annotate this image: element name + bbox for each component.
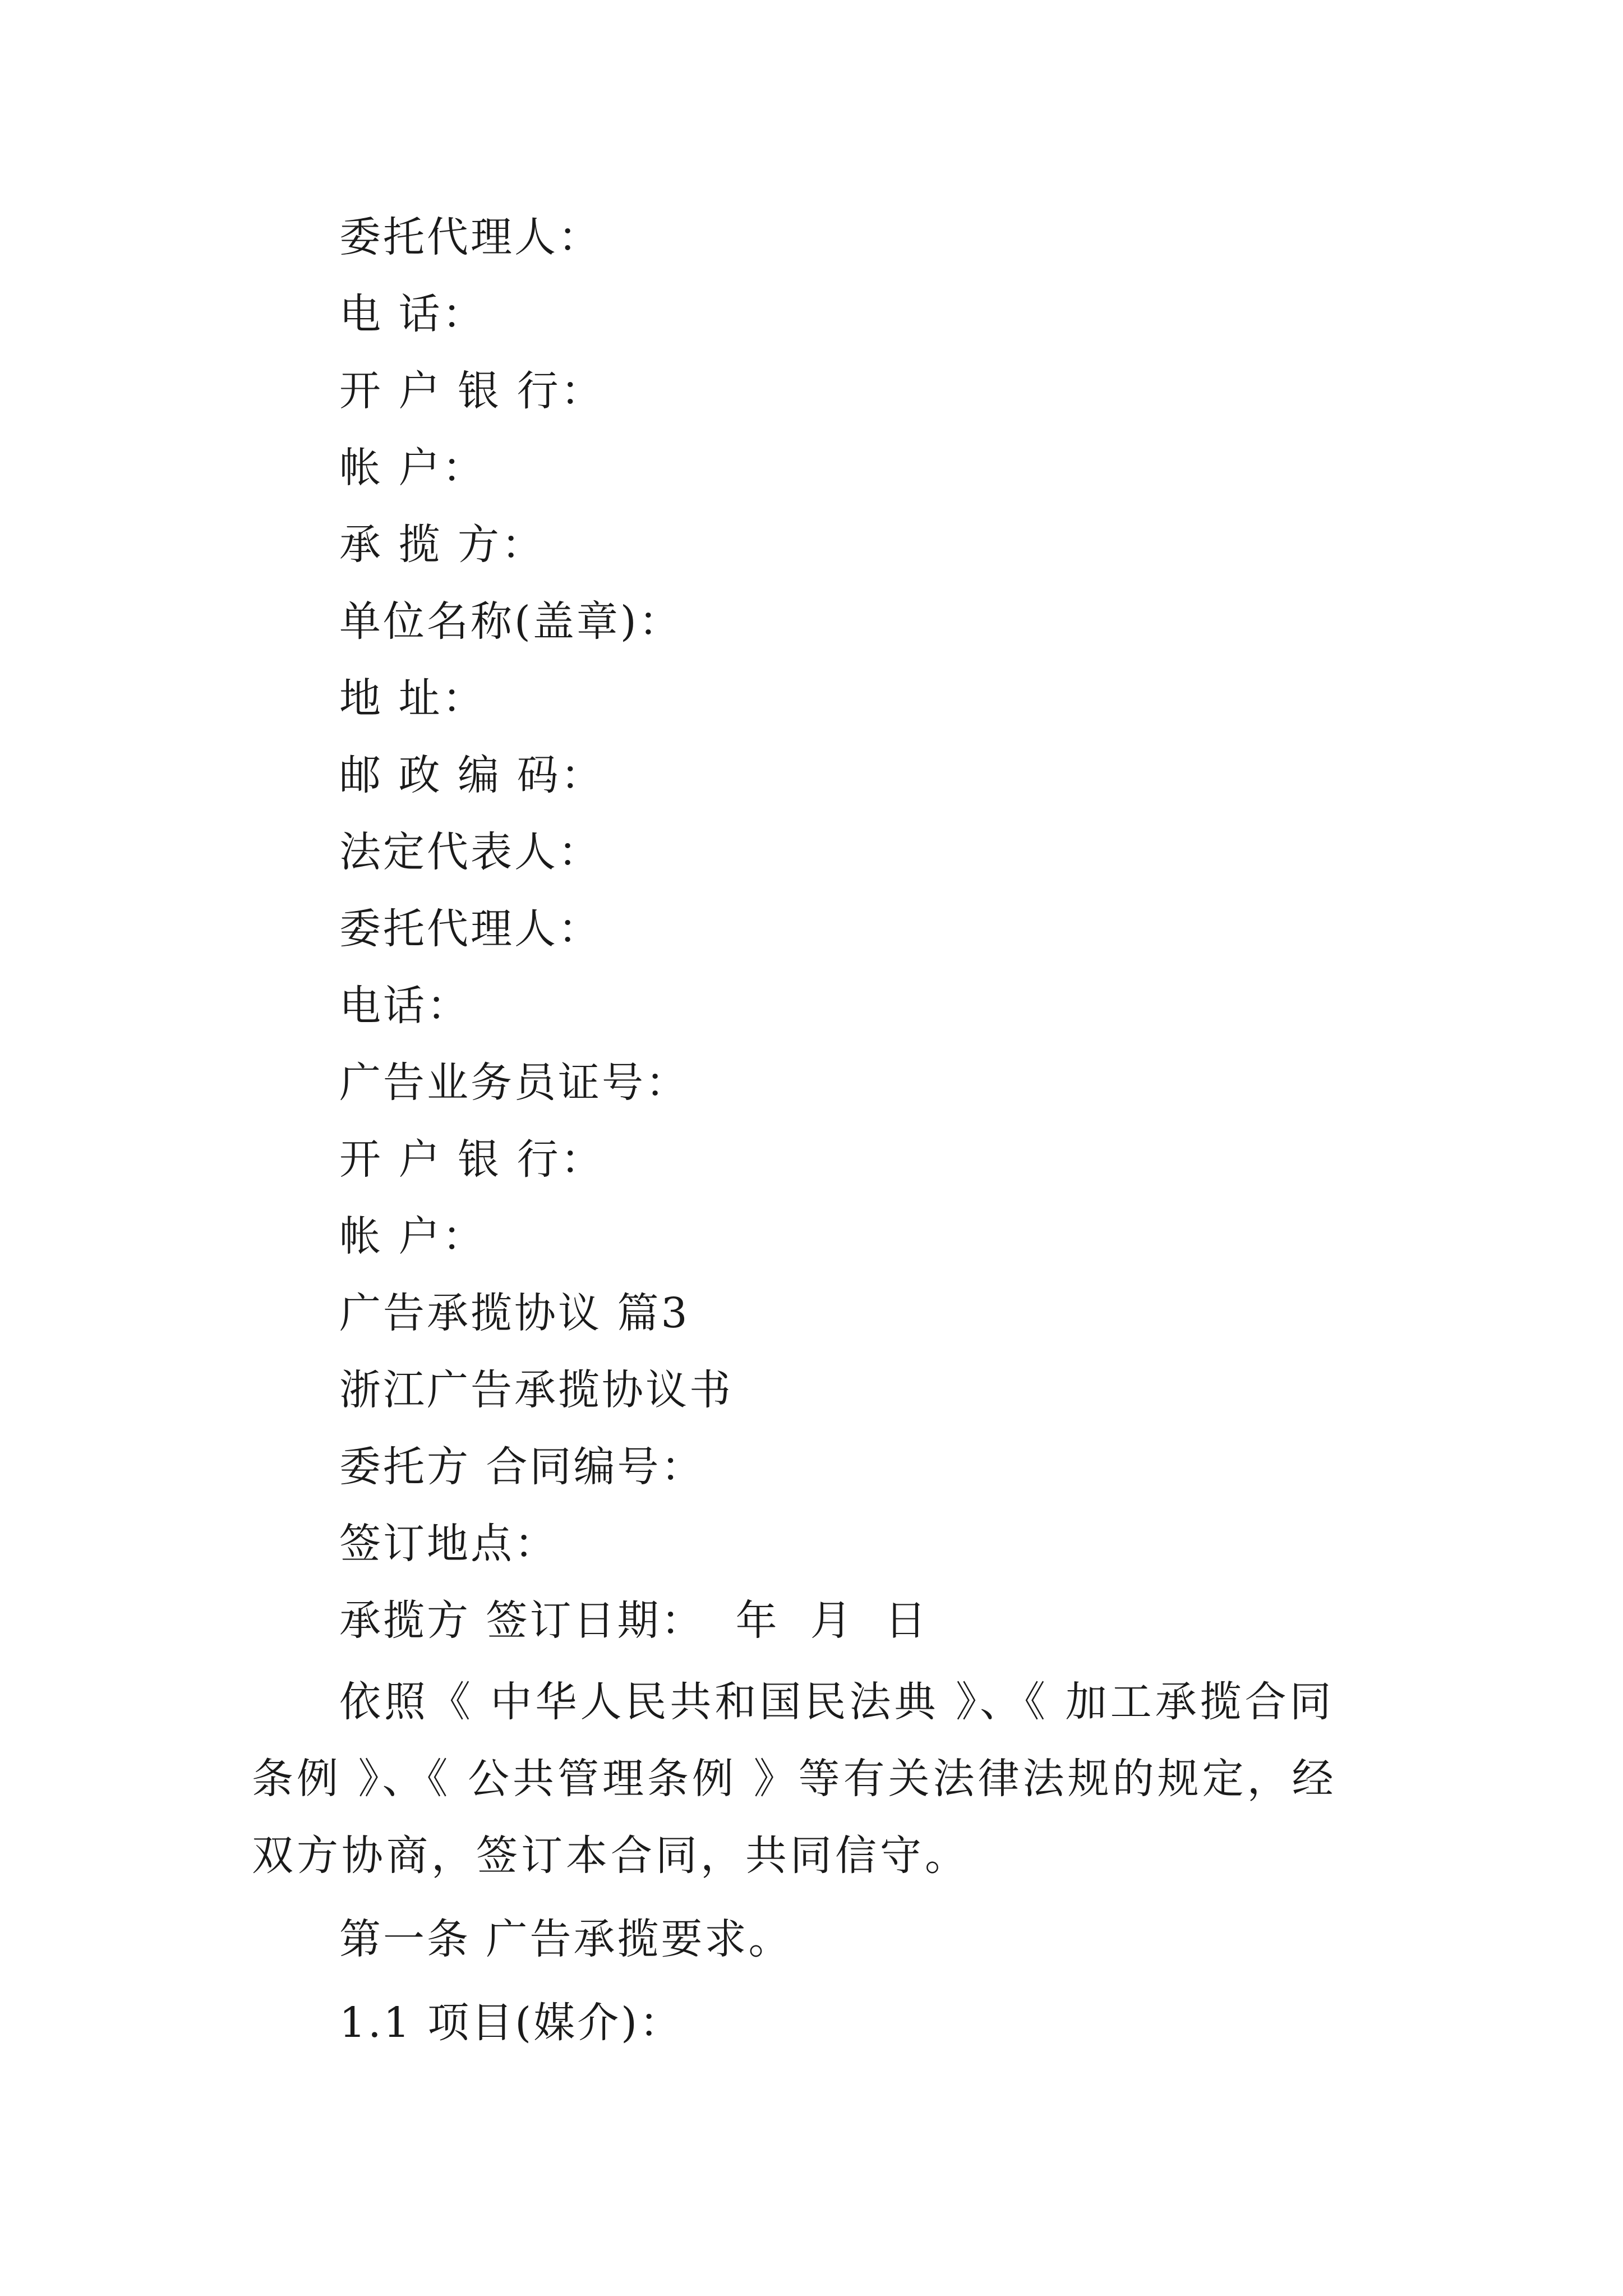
client-bank-label: 开 户 银 行：	[339, 367, 605, 415]
contractor-agent-label: 委托代理人：	[339, 905, 602, 953]
ad-salesperson-cert-label: 广告业务员证号：	[339, 1059, 689, 1107]
document-body	[252, 199, 1373, 2062]
client-phone-label: 电 话：	[339, 290, 486, 338]
contractor-heading: 承 揽 方：	[339, 521, 546, 569]
client-contract-number-label: 委托方 合同编号：	[339, 1443, 705, 1491]
contractor-postcode-label: 邮 政 编 码：	[339, 751, 605, 799]
contractor-bank-label: 开 户 银 行：	[339, 1135, 605, 1184]
contractor-account-label: 帐 户：	[339, 1212, 486, 1260]
contractor-address-label: 地 址：	[339, 674, 486, 723]
client-agent-label: 委托代理人：	[339, 213, 602, 261]
document-title: 浙江广告承揽协议书	[339, 1366, 733, 1414]
contractor-unit-name-label: 单位名称(盖章)：	[339, 597, 683, 646]
contractor-legal-rep-label: 法定代表人：	[339, 828, 602, 876]
section-title: 广告承揽协议 篇3	[339, 1289, 690, 1337]
preamble-paragraph: 依照《 中华人民共和国民法典 》、《 加工承揽合同条例 》、《 公共管理条例 》等有关法律法规的规定，经双方协商，签订本合同，共同信守。	[252, 1678, 1337, 1880]
article-1-heading: 第一条 广告承揽要求。	[339, 1915, 792, 1963]
contractor-phone-label: 电话：	[339, 982, 471, 1030]
client-account-label: 帐 户：	[339, 444, 486, 492]
contractor-signing-date-label: 承揽方 签订日期： 年 月 日	[339, 1596, 929, 1645]
item-1-1: 1.1 项目(媒介)：	[339, 1999, 683, 2047]
signing-place-label: 签订地点：	[339, 1520, 558, 1568]
